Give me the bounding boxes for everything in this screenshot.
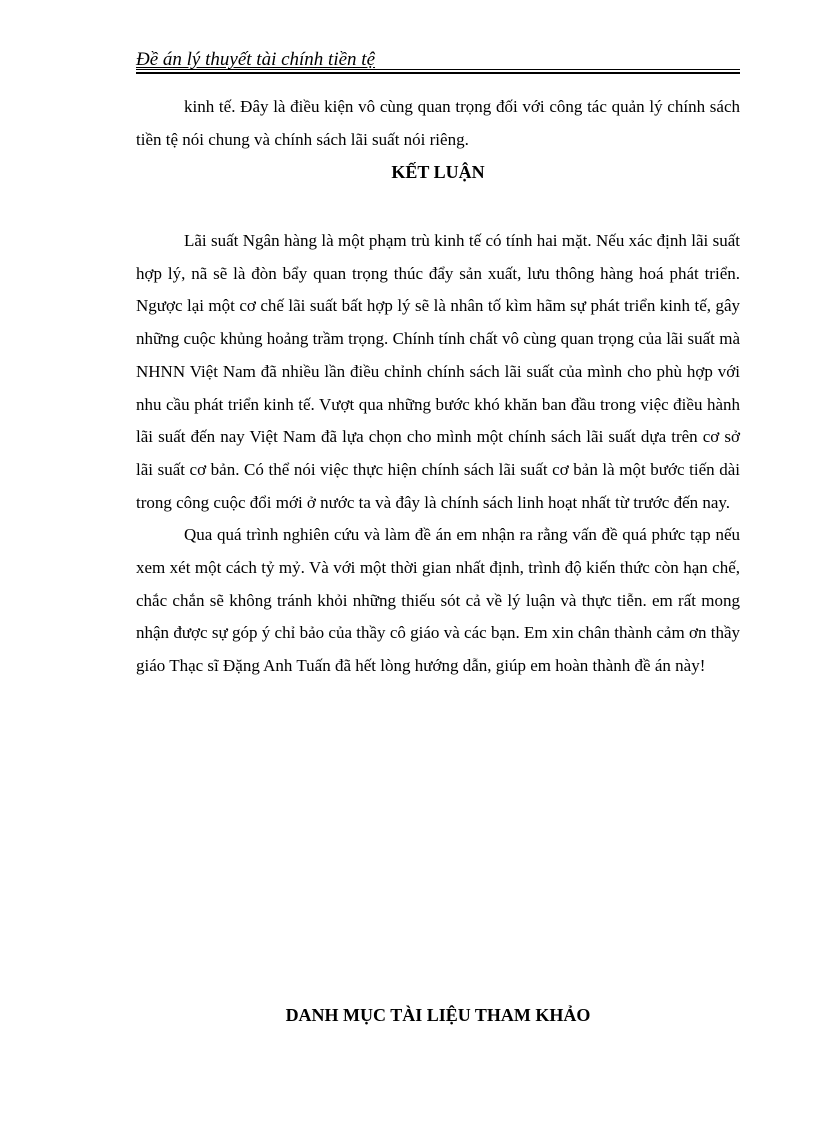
header-title: Đề án lý thuyết tài chính tiền tệ <box>136 49 376 70</box>
conclusion-paragraph-1: Lãi suất Ngân hàng là một phạm trù kinh tế có tính hai mặt. Nếu xác định lãi suất hợp lý, nã sẽ là đòn bẩy quan trọng thúc đẩy sản xuất, lưu thông hàng hoá phát triển. Ngược lại một cơ chế lãi suất bất hợp lý sẽ là nhân tố kìm hãm sự phát triển kinh tế, gây những cuộc khủng hoảng trầm trọng. Chính tính chất vô cùng quan trọng của lãi suất mà NHNN Việt Nam đã nhiều lần điều chỉnh chính sách lãi suất của mình cho phù hợp với nhu cầu phát triển kinh tế. Vượt qua những bước khó khăn ban đầu trong việc điều hành lãi suất đến nay Việt Nam đã lựa chọn cho mình một chính sách lãi suất dựa trên cơ sở lãi suất cơ bản. Có thể nói việc thực hiện chính sách lãi suất cơ bản là một bước tiến dài trong công cuộc đổi mới ở nước ta và đây là chính sách linh hoạt nhất từ trước đến nay. <box>136 231 740 512</box>
intro-section <box>136 91 740 156</box>
conclusion-section <box>136 225 740 683</box>
conclusion-heading: KẾT LUẬN <box>391 162 485 182</box>
intro-paragraph: kinh tế. Đây là điều kiện vô cùng quan trọng đối với công tác quản lý chính sách tiền tệ nói chung và chính sách lãi suất nói riêng. <box>136 97 740 149</box>
running-header <box>136 48 740 72</box>
header-double-rule <box>136 69 740 74</box>
conclusion-paragraph-2: Qua quá trình nghiên cứu và làm đề án em nhận ra rằng vấn đề quá phức tạp nếu xem xét một cách tỷ mỷ. Và với một thời gian nhất định, trình độ kiến thức còn hạn chế, chắc chắn sẽ không tránh khỏi những thiếu sót cả về lý luận và thực tiễn. em rất mong nhận được sự góp ý chỉ bảo của thầy cô giáo và các bạn. Em xin chân thành cảm ơn thầy giáo Thạc sĩ Đặng Anh Tuấn đã hết lòng hướng dẫn, giúp em hoàn thành đề án này! <box>136 525 740 676</box>
references-heading: DANH MỤC TÀI LIỆU THAM KHẢO <box>285 1005 591 1025</box>
